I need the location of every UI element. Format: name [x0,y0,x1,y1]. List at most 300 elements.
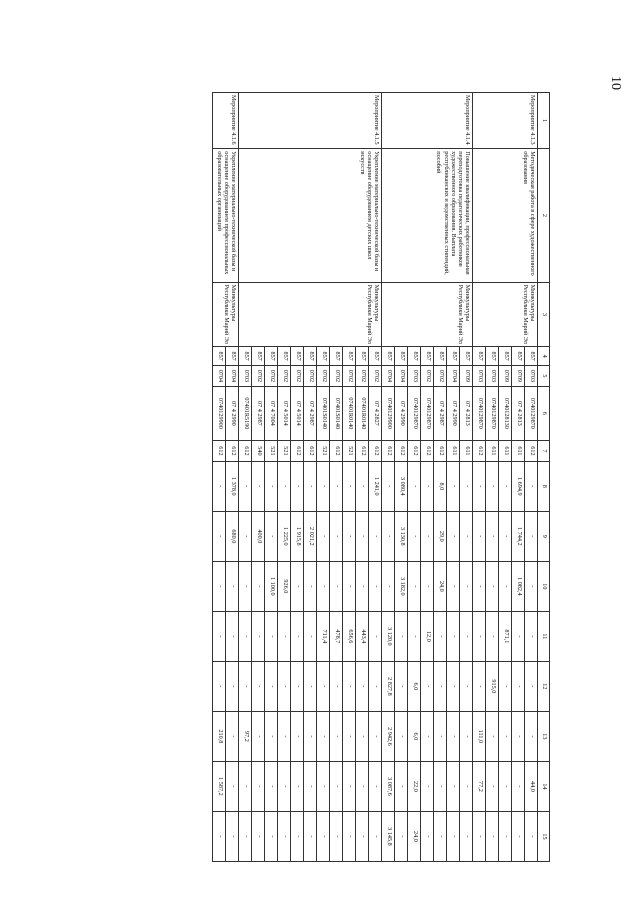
data-cell: 24,0 [434,561,447,611]
data-cell: - [265,761,278,811]
data-cell: - [499,561,512,611]
data-cell: 2 827,8 [382,661,395,711]
data-cell: - [252,811,265,861]
data-cell: - [213,811,226,861]
data-cell: 07 4 2813 [512,386,525,440]
data-cell: - [304,711,317,761]
data-cell: 3 087,6 [382,761,395,811]
data-cell: 611 [486,440,499,461]
data-cell: 611 [499,440,512,461]
data-cell: 857 [278,347,291,366]
data-cell: 612 [408,440,421,461]
data-cell: 680,0 [226,511,239,561]
budget-table [212,92,550,862]
column-header: 1 [538,93,550,149]
data-cell: - [369,511,382,561]
data-cell: - [213,461,226,511]
data-cell: 857 [434,347,447,366]
data-cell: - [356,811,369,861]
data-cell: - [265,711,278,761]
data-cell: - [356,661,369,711]
data-cell: 0709 [460,365,473,386]
data-cell: 1 587,2 [213,761,226,811]
data-cell: - [447,511,460,561]
data-cell: 111,0 [473,711,486,761]
data-cell: - [408,611,421,661]
data-cell: - [460,761,473,811]
data-cell: - [369,761,382,811]
data-cell: 0740128130 [499,386,512,440]
data-cell: - [460,661,473,711]
column-header: 15 [538,811,550,861]
data-cell: - [512,761,525,811]
data-cell: 612 [525,440,538,461]
data-cell: - [447,561,460,611]
data-cell: - [265,511,278,561]
data-cell: - [486,761,499,811]
data-cell: - [473,511,486,561]
data-cell: - [356,761,369,811]
data-cell: 0740129870 [421,386,434,440]
data-cell: 0740129900 [213,386,226,440]
data-cell: 2 021,2 [304,511,317,561]
data-cell: 07401S0140 [317,386,330,440]
data-cell: - [408,461,421,511]
data-cell: - [395,761,408,811]
column-header: 5 [538,365,550,386]
table-row [369,93,382,862]
data-cell: - [330,511,343,561]
data-cell: 857 [395,347,408,366]
data-cell: 857 [447,347,460,366]
data-cell: 07 4 2990 [226,386,239,440]
data-cell: 6,0 [408,661,421,711]
data-cell: 612 [330,440,343,461]
data-cell: 07 4 2987 [252,386,265,440]
data-cell: 612 [382,440,395,461]
data-cell: 0702 [343,365,356,386]
data-cell: - [265,661,278,711]
data-cell: - [434,611,447,661]
data-cell: 857 [499,347,512,366]
data-cell: - [499,661,512,711]
data-cell: - [343,461,356,511]
data-cell: 612 [213,440,226,461]
data-cell: 0704 [213,365,226,386]
data-cell: - [252,711,265,761]
column-header: 7 [538,440,550,461]
data-cell: - [525,461,538,511]
data-cell: - [421,761,434,811]
data-cell: 2 942,6 [382,711,395,761]
data-cell: 0709 [512,365,525,386]
data-cell: - [434,811,447,861]
table-body [213,93,538,862]
data-cell: 857 [408,347,421,366]
data-cell: 1 378,0 [226,461,239,511]
data-cell: - [512,811,525,861]
data-cell: 210,8 [213,711,226,761]
data-cell: - [226,811,239,861]
data-cell: 611 [460,440,473,461]
data-cell: - [278,461,291,511]
data-cell: - [460,611,473,661]
data-cell: 0740129870 [486,386,499,440]
data-cell: 3 130,8 [395,511,408,561]
column-header: 3 [538,282,550,347]
data-cell: 8,0 [434,461,447,511]
data-cell: - [460,561,473,611]
data-cell: 29,0 [434,511,447,561]
data-cell: 0702 [265,365,278,386]
data-cell: 521 [317,440,330,461]
data-cell: - [291,611,304,661]
data-cell: 07401S0140 [330,386,343,440]
data-cell: 1 915,8 [291,511,304,561]
data-cell: 97,2 [239,711,252,761]
data-cell: 07401R5190 [239,386,252,440]
data-cell: 612 [434,440,447,461]
data-cell: 612 [304,440,317,461]
data-cell: - [239,761,252,811]
data-cell: 12,0 [421,611,434,661]
data-cell: - [278,711,291,761]
data-cell: 0703 [525,365,538,386]
data-cell: - [317,711,330,761]
data-cell: - [226,561,239,611]
data-cell: - [525,661,538,711]
data-cell: 857 [460,347,473,366]
data-cell: 3 120,0 [382,611,395,661]
data-cell: - [525,711,538,761]
rotated-table-container [110,92,550,862]
data-cell: - [421,461,434,511]
data-cell: 07 4 5014 [291,386,304,440]
data-cell: 857 [239,347,252,366]
data-cell: - [278,611,291,661]
data-cell: 07 4 7004 [265,386,278,440]
data-cell: 478,7 [330,611,343,661]
data-cell: - [512,661,525,711]
data-cell: 400,0 [252,511,265,561]
data-cell: 857 [226,347,239,366]
data-cell: - [278,761,291,811]
data-cell: 857 [317,347,330,366]
data-cell: 857 [291,347,304,366]
data-cell: - [213,511,226,561]
data-cell: - [499,811,512,861]
data-cell: - [291,711,304,761]
data-cell: 857 [512,347,525,366]
executor-cell: Минкультуры Республики Марий Эл [239,282,382,347]
data-cell: - [460,461,473,511]
data-cell: 857 [304,347,317,366]
data-cell: 0702 [369,365,382,386]
data-cell: 6,0 [408,711,421,761]
data-cell: - [343,511,356,561]
data-cell: - [421,561,434,611]
data-cell: - [421,511,434,561]
data-cell: 857 [252,347,265,366]
data-cell: 77,2 [473,761,486,811]
column-header: 13 [538,711,550,761]
column-header: 9 [538,511,550,561]
data-cell: - [239,461,252,511]
data-cell: 857 [525,347,538,366]
executor-cell: Минкультуры Республики Марий Эл [213,282,239,347]
data-cell: 44,0 [525,761,538,811]
table-row [226,93,239,862]
activity-cell: Мероприятие 4.1.4 [382,93,473,149]
data-cell: 0702 [330,365,343,386]
data-cell: 0740129870 [473,386,486,440]
data-cell: 857 [356,347,369,366]
header-row [538,93,550,862]
data-cell: 926,0 [278,561,291,611]
column-header: 8 [538,461,550,511]
data-cell: - [317,511,330,561]
description-cell: Повышение квалификации, профессиональная переподготовка педагогических работников художественного образования. Выплата республиканских и ведомственных стипендий, пособий [382,149,473,282]
data-cell: 07401R0140 [343,386,356,440]
data-cell: 0702 [421,365,434,386]
data-cell: 521 [265,440,278,461]
data-cell: - [447,711,460,761]
data-cell: 871,1 [499,611,512,661]
data-cell: 22,0 [408,761,421,811]
data-cell: 611 [447,440,460,461]
data-cell: - [369,611,382,661]
data-cell: 07 4 2987 [434,386,447,440]
page-number: 10 [608,76,623,90]
data-cell: - [421,811,434,861]
data-cell: - [226,711,239,761]
description-cell: Укрепление материально-технической базы и оснащение оборудованием детских школ искусств [239,149,382,282]
data-cell: - [486,611,499,661]
data-cell: - [447,761,460,811]
data-cell: 857 [330,347,343,366]
data-cell: 0709 [499,365,512,386]
data-cell: - [499,711,512,761]
data-cell: - [369,561,382,611]
data-cell: - [317,761,330,811]
data-cell: - [330,461,343,511]
data-cell: 0703 [408,365,421,386]
data-cell: - [330,761,343,811]
data-cell: 07 4 2990 [447,386,460,440]
data-cell: 1 694,9 [512,461,525,511]
data-cell: - [317,661,330,711]
data-cell: 612 [369,440,382,461]
data-cell: - [512,711,525,761]
data-cell: - [460,811,473,861]
data-cell: 612 [226,440,239,461]
data-cell: - [304,761,317,811]
data-cell: - [291,461,304,511]
data-cell: 0703 [486,365,499,386]
data-cell: - [447,811,460,861]
data-cell: - [252,611,265,661]
data-cell: - [291,561,304,611]
data-cell: - [499,461,512,511]
data-cell: 612 [291,440,304,461]
data-cell: 3 182,0 [395,561,408,611]
data-cell: - [525,561,538,611]
data-cell: - [369,661,382,711]
data-cell: - [239,611,252,661]
data-cell: 612 [473,440,486,461]
data-cell: 0702 [356,365,369,386]
data-cell: 857 [473,347,486,366]
data-cell: - [447,661,460,711]
data-cell: 07 4 5014 [278,386,291,440]
data-cell: 711,4 [317,611,330,661]
data-cell: 857 [343,347,356,366]
data-cell: 521 [278,440,291,461]
data-cell: - [252,761,265,811]
data-cell: - [278,811,291,861]
data-cell: 0702 [304,365,317,386]
data-cell: - [421,661,434,711]
data-cell: - [213,561,226,611]
data-cell: - [343,561,356,611]
data-cell: 0702 [278,365,291,386]
data-cell: - [330,661,343,711]
data-cell: - [486,511,499,561]
data-cell: - [434,661,447,711]
data-cell: - [486,561,499,611]
data-cell: - [395,711,408,761]
data-cell: 3 080,4 [395,461,408,511]
data-cell: 612 [239,440,252,461]
data-cell: - [291,761,304,811]
data-cell: 656,6 [343,611,356,661]
data-cell: - [525,811,538,861]
data-cell: 857 [213,347,226,366]
data-cell: 0740129900 [382,386,395,440]
data-cell: - [265,461,278,511]
data-cell: - [304,611,317,661]
data-cell: 07 4 2827 [369,386,382,440]
data-cell: - [226,661,239,711]
data-cell: - [252,661,265,711]
data-cell: 0702 [434,365,447,386]
data-cell: - [395,611,408,661]
data-cell: - [408,511,421,561]
data-cell: - [226,761,239,811]
data-cell: 0704 [447,365,460,386]
data-cell: 915,0 [486,661,499,711]
data-cell: - [304,461,317,511]
data-cell: - [343,811,356,861]
data-cell: 857 [369,347,382,366]
column-header: 6 [538,386,550,440]
data-cell: 0703 [473,365,486,386]
data-cell: - [330,811,343,861]
data-cell: - [239,511,252,561]
data-cell: - [434,711,447,761]
data-cell: 0702 [291,365,304,386]
column-header: 14 [538,761,550,811]
data-cell: - [317,811,330,861]
data-cell: - [356,461,369,511]
data-cell: 1 241,0 [369,461,382,511]
data-cell: - [317,561,330,611]
data-cell: - [343,711,356,761]
data-cell: 0704 [226,365,239,386]
data-cell: - [525,611,538,661]
data-cell: 07 4 2990 [395,386,408,440]
activity-cell: Мероприятие 4.1.3 [473,93,538,149]
activity-cell: Мероприятие 4.1.6 [213,93,239,149]
data-cell: 07401R0140 [356,386,369,440]
data-cell: 0702 [317,365,330,386]
data-cell: - [486,461,499,511]
data-cell: - [408,561,421,611]
data-cell: - [330,711,343,761]
column-header: 11 [538,611,550,661]
executor-cell: Минкультуры Республики Марий Эл [473,282,538,347]
data-cell: - [382,561,395,611]
data-cell: 521 [343,440,356,461]
data-cell: - [343,661,356,711]
column-header: 4 [538,347,550,366]
data-cell: 540 [252,440,265,461]
data-cell: 3 145,8 [382,811,395,861]
data-cell: - [512,611,525,661]
column-header: 12 [538,661,550,711]
data-cell: - [278,661,291,711]
data-cell: - [304,561,317,611]
data-cell: - [291,661,304,711]
data-cell: - [447,461,460,511]
data-cell: - [330,561,343,611]
data-cell: - [265,811,278,861]
data-cell: 0740129870 [408,386,421,440]
data-cell: - [369,711,382,761]
data-cell: 612 [356,440,369,461]
data-cell: 612 [421,440,434,461]
column-header: 10 [538,561,550,611]
data-cell: - [304,811,317,861]
data-cell: - [213,661,226,711]
data-cell: 857 [265,347,278,366]
data-cell: 1 225,0 [278,511,291,561]
data-cell: - [382,511,395,561]
data-cell: - [473,461,486,511]
data-cell: - [343,761,356,811]
data-cell: - [252,561,265,611]
data-cell: 857 [421,347,434,366]
data-cell: - [447,611,460,661]
data-cell: 07 4 2813 [460,386,473,440]
data-cell: - [486,711,499,761]
data-cell: - [239,561,252,611]
data-cell: 1 100,0 [265,561,278,611]
table-row [525,93,538,862]
data-cell: - [486,811,499,861]
data-cell: - [382,461,395,511]
data-cell: - [499,761,512,811]
table-row [460,93,473,862]
data-cell: - [473,661,486,711]
data-cell: 612 [395,440,408,461]
data-cell: 07 4 2987 [304,386,317,440]
data-cell: - [460,711,473,761]
column-header: 2 [538,149,550,282]
data-cell: - [434,761,447,811]
data-cell: 24,0 [408,811,421,861]
data-cell: - [252,461,265,511]
